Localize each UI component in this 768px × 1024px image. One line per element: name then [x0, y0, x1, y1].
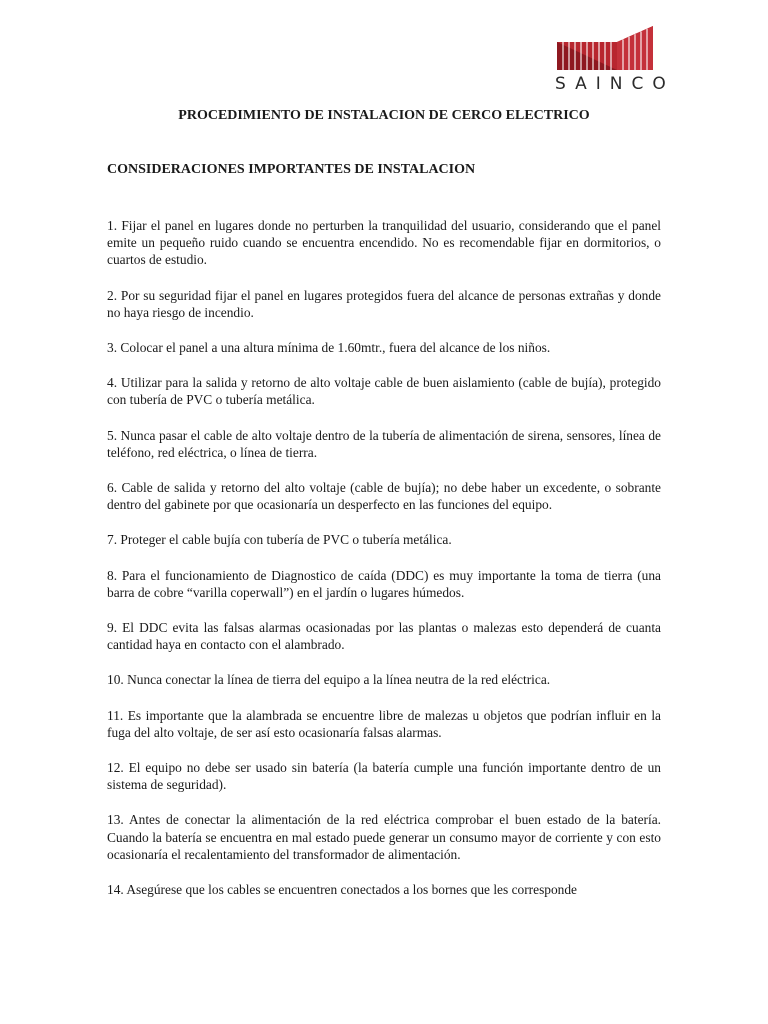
- paragraph-5: 5. Nunca pasar el cable de alto voltaje dentro de la tubería de alimentación de sirena, sensores, línea de teléfono, red eléctrica, o línea de tierra.: [107, 427, 661, 460]
- paragraph-3: 3. Colocar el panel a una altura mínima de 1.60mtr., fuera del alcance de los niños.: [107, 340, 551, 356]
- document-title: PROCEDIMIENTO DE INSTALACION DE CERCO ELECTRICO: [178, 108, 590, 123]
- logo-text: SAINCO: [555, 74, 675, 94]
- paragraph-8: 8. Para el funcionamiento de Diagnostico de caída (DDC) es muy importante la toma de tierra (una barra de cobre “varilla coperwall”) en el jardín o lugares húmedos.: [107, 567, 661, 600]
- paragraph-4: 4. Utilizar para la salida y retorno de alto voltaje cable de buen aislamiento (cable de bujía), protegido con tubería de PVC o tubería metálica.: [107, 375, 661, 408]
- paragraph-2: 2. Por su seguridad fijar el panel en lugares protegidos fuera del alcance de personas extrañas y donde no haya riesgo de incendio.: [107, 287, 661, 320]
- paragraph-7: 7. Proteger el cable bujía con tubería de PVC o tubería metálica.: [107, 532, 452, 548]
- paragraph-1: 1. Fijar el panel en lugares donde no perturben la tranquilidad del usuario, considerando que el panel emite un pequeño ruido cuando se encuentra encendido. No es recomendable fijar en dormitorios, o cuartos de estudio.: [107, 218, 661, 268]
- paragraph-11: 11. Es importante que la alambrada se encuentre libre de malezas u objetos que podrían influir en la fuga del alto voltaje, de ser así esto ocasionaría falsas alarmas.: [107, 707, 661, 740]
- document-body: [107, 217, 661, 898]
- building-logo-icon: [555, 24, 673, 72]
- paragraph-12: 12. El equipo no debe ser usado sin batería (la batería cumple una función importante dentro de un sistema de seguridad).: [107, 760, 661, 793]
- section-heading: CONSIDERACIONES IMPORTANTES DE INSTALACION: [107, 162, 476, 177]
- paragraph-9: 9. El DDC evita las falsas alarmas ocasionadas por las plantas o malezas esto dependerá de cuanta cantidad haya en contacto con el alambrado.: [107, 620, 661, 653]
- paragraph-13: 13. Antes de conectar la alimentación de la red eléctrica comprobar el buen estado de la batería. Cuando la batería se encuentra en mal estado puede generar un consumo mayor de corriente y con esto ocasionaría el recalentamiento del transformador de alimentación.: [107, 812, 661, 862]
- paragraph-14: 14. Asegúrese que los cables se encuentren conectados a los bornes que les corresponde: [107, 882, 577, 898]
- paragraph-10: 10. Nunca conectar la línea de tierra del equipo a la línea neutra de la red eléctrica.: [107, 672, 551, 688]
- sainco-logo: [555, 24, 673, 96]
- paragraph-6: 6. Cable de salida y retorno del alto voltaje (cable de bujía); no debe haber un excedente, o sobrante dentro del gabinete por que ocasionaría un desperfecto en las funciones del equipo.: [107, 480, 661, 513]
